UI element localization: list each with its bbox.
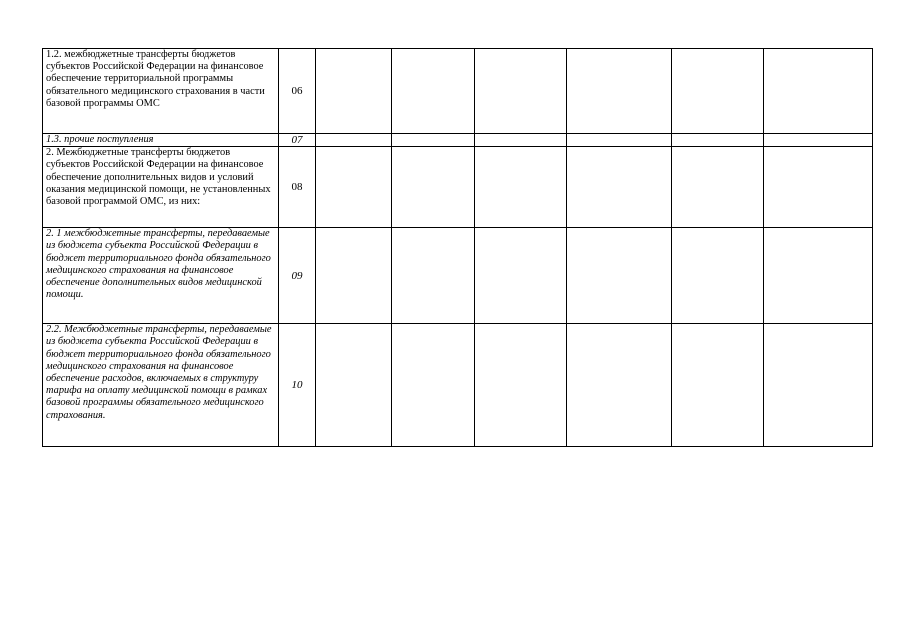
row-label: 2. Межбюджетные трансферты бюджетов субъектов Российской Федерации на финансовое обеспечение дополнительных видов и условий оказания медицинской помощи, не установленных базовой программой ОМС, из них: [43,147,279,228]
row-code: 10 [279,324,316,447]
value-cell [392,134,475,147]
row-label: 2.2. Межбюджетные трансферты, передаваемые из бюджета субъекта Российской Федерации в бюджет территориального фонда обязательного медицинского страхования на финансовое обеспечение расходов, включаемых в структуру тарифа на оплату медицинской помощи в рамках базовой программы обязательного медицинского страхования. [43,324,279,447]
table-row [43,49,873,134]
row-code: 06 [279,49,316,134]
row-label: 1.2. межбюджетные трансферты бюджетов субъектов Российской Федерации на финансовое обеспечение территориальной программы обязательного медицинского страхования в части базовой программы ОМС [43,49,279,134]
value-cell [672,324,764,447]
value-cell [567,228,672,324]
value-cell [672,147,764,228]
value-cell [392,324,475,447]
value-cell [475,324,567,447]
value-cell [764,49,873,134]
value-cell [567,324,672,447]
value-cell [567,49,672,134]
value-cell [392,228,475,324]
value-cell [672,228,764,324]
table-row [43,147,873,228]
value-cell [567,134,672,147]
value-cell [316,147,392,228]
value-cell [475,228,567,324]
table-row [43,324,873,447]
table-row [43,134,873,147]
budget-transfers-table [42,48,873,447]
value-cell [672,134,764,147]
value-cell [316,324,392,447]
value-cell [316,49,392,134]
value-cell [475,49,567,134]
value-cell [475,134,567,147]
value-cell [316,228,392,324]
value-cell [764,147,873,228]
value-cell [764,324,873,447]
value-cell [764,134,873,147]
value-cell [392,147,475,228]
value-cell [764,228,873,324]
value-cell [672,49,764,134]
value-cell [567,147,672,228]
value-cell [316,134,392,147]
row-label: 2. 1 межбюджетные трансферты, передаваемые из бюджета субъекта Российской Федерации в бюджет территориального фонда обязательного медицинского страхования на финансовое обеспечение дополнительных видов медицинской помощи. [43,228,279,324]
value-cell [475,147,567,228]
value-cell [392,49,475,134]
row-code: 09 [279,228,316,324]
row-code: 08 [279,147,316,228]
row-label: 1.3. прочие поступления [43,134,279,147]
table-row [43,228,873,324]
row-code: 07 [279,134,316,147]
